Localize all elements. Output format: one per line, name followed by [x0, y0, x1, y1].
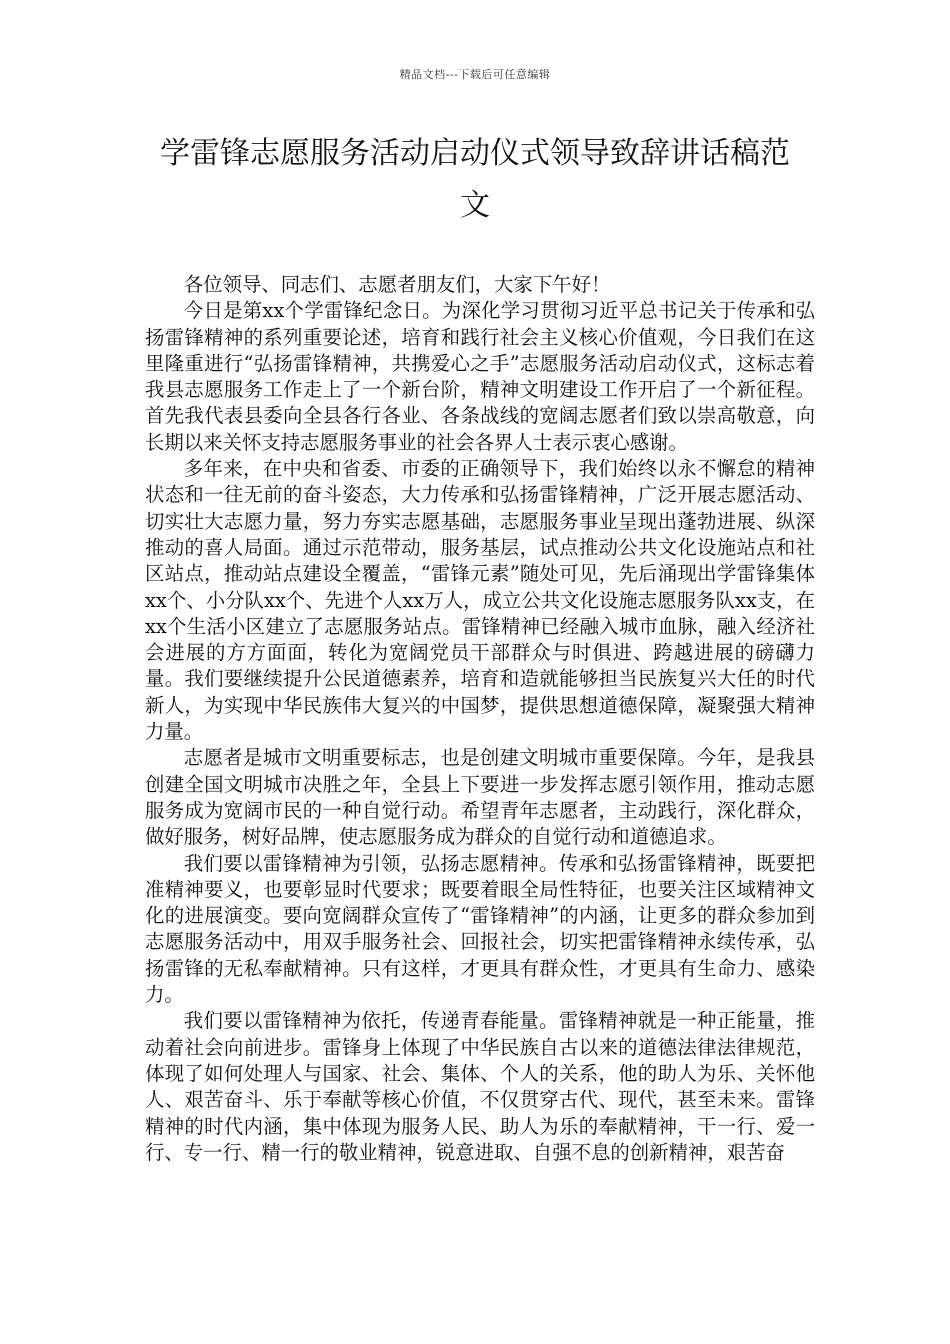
body-paragraph: 志愿者是城市文明重要标志，也是创建文明城市重要保障。今年，是我县创建全国文明城市决胜之年，全县上下要进一步发挥志愿引领作用，推动志愿服务成为宽阔市民的一种自觉行动。希望青年志愿者，主动践行，深化群众，做好服务，树好品牌，使志愿服务成为群众的自觉行动和道德追求。 — [145, 746, 815, 849]
body-paragraph: 多年来，在中央和省委、市委的正确领导下，我们始终以永不懈怠的精神状态和一往无前的奋斗姿态，大力传承和弘扬雷锋精神，广泛开展志愿活动、切实壮大志愿力量，努力夯实志愿基础，志愿服务事业呈现出蓬勃进展、纵深推动的喜人局面。通过示范带动，服务基层，试点推动公共文化设施站点和社区站点，推动站点建设全覆盖，“雷锋元素”随处可见，先后涌现出学雷锋集体xx个、小分队xx个、先进个人xx万人，成立公共文化设施志愿服务队xx支，在xx个生活小区建立了志愿服务站点。雷锋精神已经融入城市血脉，融入经济社会进展的方方面面，转化为宽阔党员干部群众与时俱进、跨越进展的磅礴力量。我们要继续提升公民道德素养，培育和造就能够担当民族复兴大任的时代新人，为实现中华民族伟大复兴的中国梦，提供思想道德保障，凝聚强大精神力量。 — [145, 457, 815, 744]
body-paragraph: 我们要以雷锋精神为依托，传递青春能量。雷锋精神就是一种正能量，推动着社会向前进步。雷锋身上体现了中华民族自古以来的道德法律法律规范，体现了如何处理人与国家、社会、集体、个人的关系，他的助人为乐、关怀他人、艰苦奋斗、乐于奉献等核心价值，不仅贯穿古代、现代，甚至未来。雷锋精神的时代内涵，集中体现为服务人民、助人为乐的奉献精神，干一行、爱一行、专一行、精一行的敬业精神，锐意进取、自强不息的创新精神，艰苦奋 — [145, 1009, 815, 1164]
body-paragraph: 今日是第xx个学雷锋纪念日。为深化学习贯彻习近平总书记关于传承和弘扬雷锋精神的系列重要论述，培育和践行社会主义核心价值观，今日我们在这里隆重进行“弘扬雷锋精神，共携爱心之手”志愿服务活动启动仪式，这标志着我县志愿服务工作走上了一个新台阶，精神文明建设工作开启了一个新征程。首先我代表县委向全县各行各业、各条战线的宽阔志愿者们致以崇高敬意，向长期以来关怀支持志愿服务事业的社会各界人士表示衷心感谢。 — [145, 299, 815, 454]
greeting-paragraph: 各位领导、同志们、志愿者朋友们，大家下午好！ — [183, 273, 611, 296]
body-paragraph: 我们要以雷锋精神为引领，弘扬志愿精神。传承和弘扬雷锋精神，既要把准精神要义，也要彰显时代要求；既要着眼全局性特征，也要关注区域精神文化的进展演变。要向宽阔群众宣传了“雷锋精神”的内涵，让更多的群众参加到志愿服务活动中，用双手服务社会、回报社会，切实把雷锋精神永续传承，弘扬雷锋的无私奉献精神。只有这样，才更具有群众性，才更具有生命力、感染力。 — [145, 851, 815, 1007]
document-title: 学雷锋志愿服务活动启动仪式领导致辞讲话稿范文 — [160, 136, 790, 223]
header-note: 精品文档---下载后可任意编辑 — [399, 68, 551, 81]
document-body — [145, 272, 815, 1166]
